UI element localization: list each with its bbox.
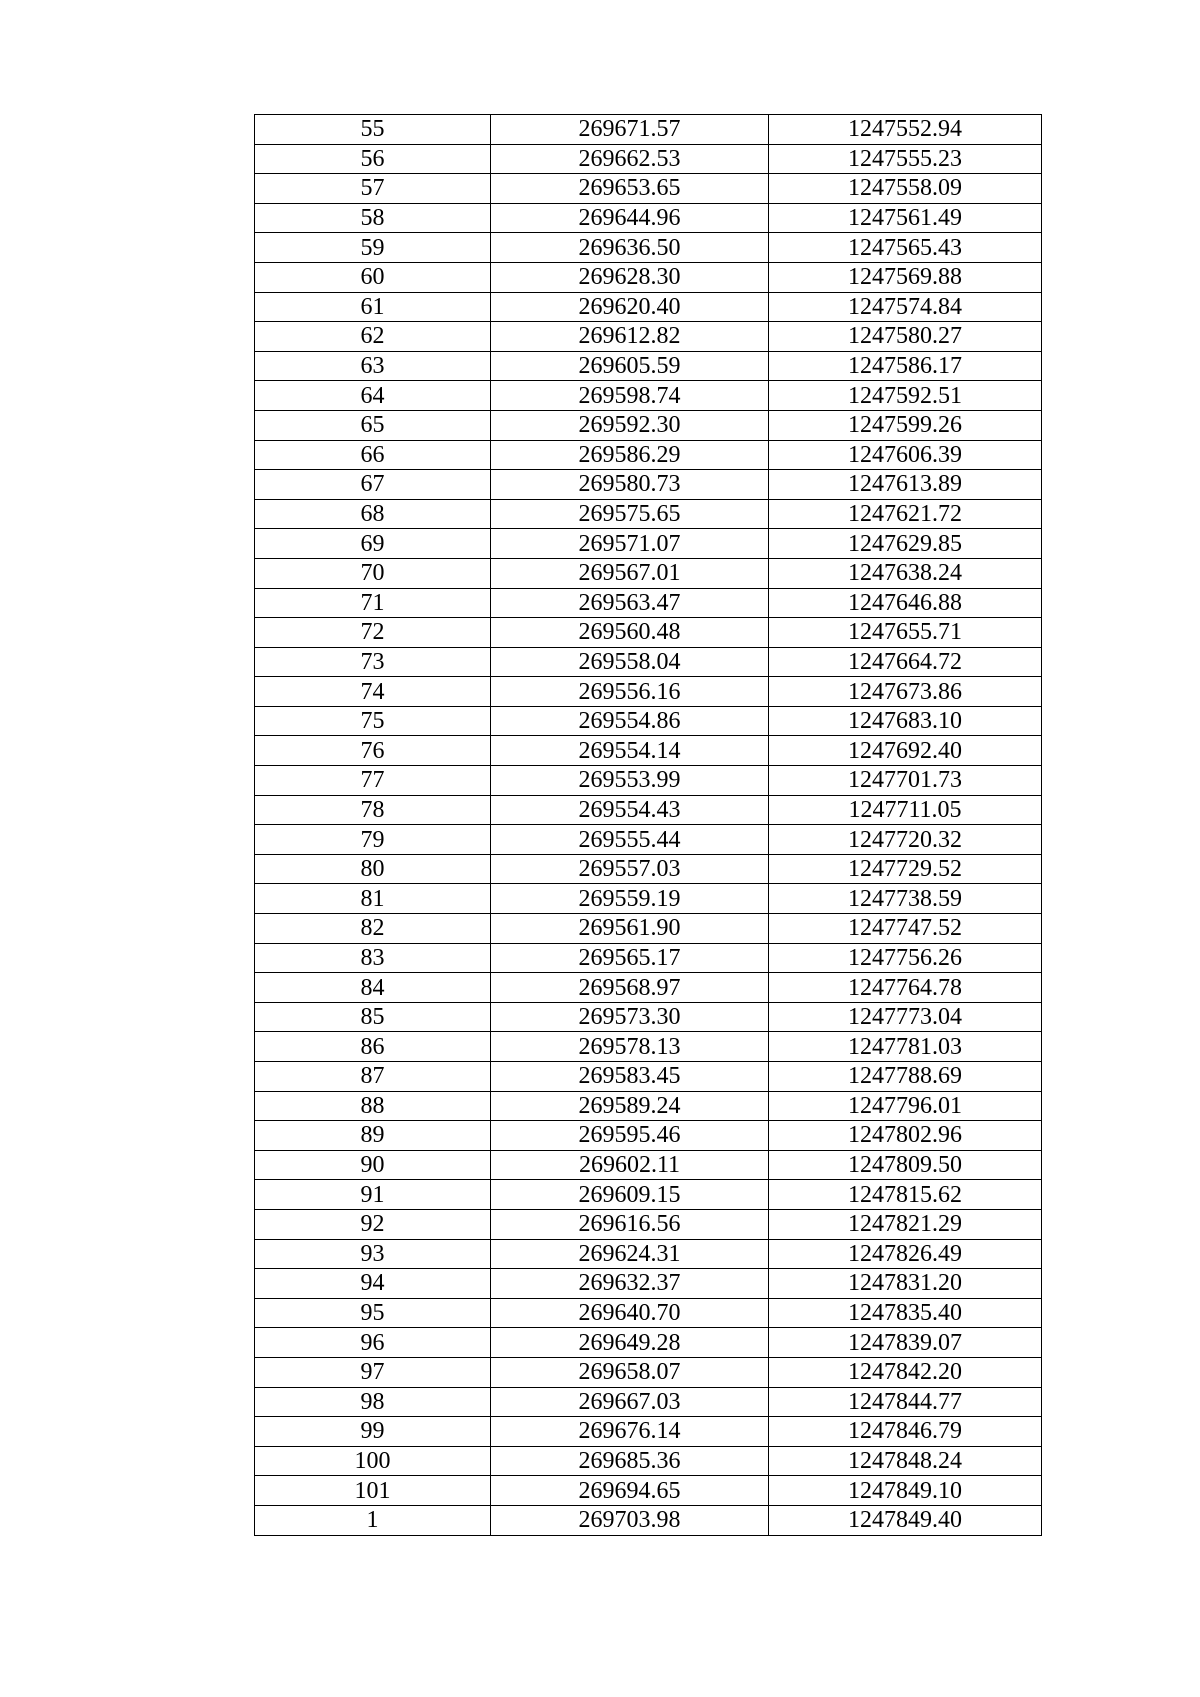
coordinate-value-cell: 269583.45 — [491, 1062, 769, 1092]
point-id-cell: 95 — [255, 1298, 491, 1328]
point-id-cell: 56 — [255, 144, 491, 174]
coordinate-value-cell: 269658.07 — [491, 1357, 769, 1387]
table-row — [255, 1328, 1042, 1358]
coordinate-value-cell: 269578.13 — [491, 1032, 769, 1062]
coordinate-value-cell: 269636.50 — [491, 233, 769, 263]
coordinate-value-cell: 1247613.89 — [769, 470, 1042, 500]
point-id-cell: 74 — [255, 677, 491, 707]
coordinate-value-cell: 1247606.39 — [769, 440, 1042, 470]
table-row — [255, 736, 1042, 766]
coordinate-value-cell: 1247747.52 — [769, 914, 1042, 944]
table-row — [255, 440, 1042, 470]
point-id-cell: 72 — [255, 618, 491, 648]
coordinate-value-cell: 269573.30 — [491, 1002, 769, 1032]
coordinate-value-cell: 1247846.79 — [769, 1417, 1042, 1447]
table-row — [255, 1357, 1042, 1387]
coordinate-value-cell: 269554.43 — [491, 795, 769, 825]
coordinate-value-cell: 1247569.88 — [769, 262, 1042, 292]
coordinate-value-cell: 269662.53 — [491, 144, 769, 174]
table-row — [255, 1417, 1042, 1447]
point-id-cell: 64 — [255, 381, 491, 411]
coordinate-value-cell: 269620.40 — [491, 292, 769, 322]
table-row — [255, 203, 1042, 233]
coordinate-value-cell: 269667.03 — [491, 1387, 769, 1417]
table-row — [255, 529, 1042, 559]
table-row — [255, 233, 1042, 263]
coordinate-value-cell: 1247839.07 — [769, 1328, 1042, 1358]
coordinate-value-cell: 269563.47 — [491, 588, 769, 618]
point-id-cell: 98 — [255, 1387, 491, 1417]
coordinate-value-cell: 1247555.23 — [769, 144, 1042, 174]
table-row — [255, 1446, 1042, 1476]
coordinate-value-cell: 1247844.77 — [769, 1387, 1042, 1417]
coordinate-value-cell: 269555.44 — [491, 825, 769, 855]
table-row — [255, 766, 1042, 796]
coordinate-value-cell: 269605.59 — [491, 351, 769, 381]
table-row — [255, 677, 1042, 707]
coordinate-value-cell: 269558.04 — [491, 647, 769, 677]
table-row — [255, 1476, 1042, 1506]
point-id-cell: 70 — [255, 558, 491, 588]
point-id-cell: 69 — [255, 529, 491, 559]
coordinate-value-cell: 1247849.10 — [769, 1476, 1042, 1506]
coordinate-value-cell: 269602.11 — [491, 1150, 769, 1180]
coordinate-value-cell: 269671.57 — [491, 115, 769, 145]
table-row — [255, 1121, 1042, 1151]
coordinate-value-cell: 269580.73 — [491, 470, 769, 500]
table-row — [255, 1298, 1042, 1328]
point-id-cell: 62 — [255, 322, 491, 352]
coordinate-value-cell: 1247692.40 — [769, 736, 1042, 766]
coordinate-value-cell: 1247835.40 — [769, 1298, 1042, 1328]
coordinate-value-cell: 269624.31 — [491, 1239, 769, 1269]
coordinate-value-cell: 269616.56 — [491, 1209, 769, 1239]
point-id-cell: 78 — [255, 795, 491, 825]
table-row — [255, 1239, 1042, 1269]
table-row — [255, 115, 1042, 145]
coordinate-value-cell: 269653.65 — [491, 174, 769, 204]
coordinate-table — [254, 114, 1042, 1536]
point-id-cell: 96 — [255, 1328, 491, 1358]
coordinate-value-cell: 269559.19 — [491, 884, 769, 914]
point-id-cell: 87 — [255, 1062, 491, 1092]
table-row — [255, 1180, 1042, 1210]
table-row — [255, 618, 1042, 648]
point-id-cell: 93 — [255, 1239, 491, 1269]
coordinate-value-cell: 1247796.01 — [769, 1091, 1042, 1121]
coordinate-value-cell: 1247773.04 — [769, 1002, 1042, 1032]
point-id-cell: 84 — [255, 973, 491, 1003]
coordinate-value-cell: 1247552.94 — [769, 115, 1042, 145]
point-id-cell: 1 — [255, 1505, 491, 1535]
coordinate-value-cell: 1247561.49 — [769, 203, 1042, 233]
point-id-cell: 83 — [255, 943, 491, 973]
table-row — [255, 174, 1042, 204]
table-row — [255, 410, 1042, 440]
coordinate-value-cell: 1247655.71 — [769, 618, 1042, 648]
table-row — [255, 1091, 1042, 1121]
coordinate-value-cell: 1247580.27 — [769, 322, 1042, 352]
point-id-cell: 76 — [255, 736, 491, 766]
point-id-cell: 101 — [255, 1476, 491, 1506]
coordinate-value-cell: 1247683.10 — [769, 706, 1042, 736]
coordinate-value-cell: 1247729.52 — [769, 854, 1042, 884]
coordinate-value-cell: 1247599.26 — [769, 410, 1042, 440]
point-id-cell: 94 — [255, 1269, 491, 1299]
coordinate-value-cell: 269676.14 — [491, 1417, 769, 1447]
coordinate-value-cell: 1247629.85 — [769, 529, 1042, 559]
coordinate-value-cell: 269644.96 — [491, 203, 769, 233]
table-row — [255, 1209, 1042, 1239]
table-row — [255, 351, 1042, 381]
coordinate-value-cell: 1247558.09 — [769, 174, 1042, 204]
point-id-cell: 90 — [255, 1150, 491, 1180]
coordinate-table-body — [255, 115, 1042, 1536]
coordinate-value-cell: 269598.74 — [491, 381, 769, 411]
point-id-cell: 89 — [255, 1121, 491, 1151]
point-id-cell: 77 — [255, 766, 491, 796]
point-id-cell: 91 — [255, 1180, 491, 1210]
table-row — [255, 884, 1042, 914]
coordinate-value-cell: 269560.48 — [491, 618, 769, 648]
coordinate-value-cell: 1247646.88 — [769, 588, 1042, 618]
point-id-cell: 75 — [255, 706, 491, 736]
table-row — [255, 1269, 1042, 1299]
coordinate-value-cell: 269571.07 — [491, 529, 769, 559]
coordinate-value-cell: 269568.97 — [491, 973, 769, 1003]
table-row — [255, 144, 1042, 174]
point-id-cell: 82 — [255, 914, 491, 944]
coordinate-value-cell: 1247821.29 — [769, 1209, 1042, 1239]
table-row — [255, 854, 1042, 884]
point-id-cell: 85 — [255, 1002, 491, 1032]
point-id-cell: 80 — [255, 854, 491, 884]
coordinate-value-cell: 1247565.43 — [769, 233, 1042, 263]
coordinate-value-cell: 1247764.78 — [769, 973, 1042, 1003]
coordinate-value-cell: 269567.01 — [491, 558, 769, 588]
point-id-cell: 67 — [255, 470, 491, 500]
table-row — [255, 973, 1042, 1003]
coordinate-value-cell: 269595.46 — [491, 1121, 769, 1151]
point-id-cell: 65 — [255, 410, 491, 440]
point-id-cell: 81 — [255, 884, 491, 914]
coordinate-value-cell: 269553.99 — [491, 766, 769, 796]
table-row — [255, 1002, 1042, 1032]
point-id-cell: 86 — [255, 1032, 491, 1062]
coordinate-value-cell: 269628.30 — [491, 262, 769, 292]
coordinate-value-cell: 1247815.62 — [769, 1180, 1042, 1210]
coordinate-value-cell: 269649.28 — [491, 1328, 769, 1358]
coordinate-value-cell: 269565.17 — [491, 943, 769, 973]
coordinate-value-cell: 269703.98 — [491, 1505, 769, 1535]
table-row — [255, 914, 1042, 944]
coordinate-value-cell: 1247621.72 — [769, 499, 1042, 529]
table-row — [255, 1062, 1042, 1092]
point-id-cell: 59 — [255, 233, 491, 263]
coordinate-value-cell: 269694.65 — [491, 1476, 769, 1506]
coordinate-value-cell: 269575.65 — [491, 499, 769, 529]
point-id-cell: 60 — [255, 262, 491, 292]
table-row — [255, 262, 1042, 292]
point-id-cell: 99 — [255, 1417, 491, 1447]
point-id-cell: 63 — [255, 351, 491, 381]
coordinate-value-cell: 269589.24 — [491, 1091, 769, 1121]
table-row — [255, 499, 1042, 529]
point-id-cell: 61 — [255, 292, 491, 322]
table-row — [255, 1505, 1042, 1535]
coordinate-value-cell: 1247720.32 — [769, 825, 1042, 855]
coordinate-value-cell: 1247849.40 — [769, 1505, 1042, 1535]
point-id-cell: 88 — [255, 1091, 491, 1121]
table-row — [255, 943, 1042, 973]
point-id-cell: 57 — [255, 174, 491, 204]
point-id-cell: 79 — [255, 825, 491, 855]
coordinate-value-cell: 269685.36 — [491, 1446, 769, 1476]
point-id-cell: 71 — [255, 588, 491, 618]
coordinate-value-cell: 269561.90 — [491, 914, 769, 944]
coordinate-value-cell: 269554.86 — [491, 706, 769, 736]
coordinate-value-cell: 269586.29 — [491, 440, 769, 470]
table-row — [255, 1387, 1042, 1417]
point-id-cell: 73 — [255, 647, 491, 677]
point-id-cell: 68 — [255, 499, 491, 529]
coordinate-value-cell: 1247638.24 — [769, 558, 1042, 588]
point-id-cell: 97 — [255, 1357, 491, 1387]
coordinate-value-cell: 1247809.50 — [769, 1150, 1042, 1180]
coordinate-value-cell: 1247664.72 — [769, 647, 1042, 677]
coordinate-value-cell: 1247592.51 — [769, 381, 1042, 411]
table-row — [255, 795, 1042, 825]
coordinate-value-cell: 269557.03 — [491, 854, 769, 884]
point-id-cell: 92 — [255, 1209, 491, 1239]
coordinate-value-cell: 1247673.86 — [769, 677, 1042, 707]
table-row — [255, 381, 1042, 411]
coordinate-value-cell: 269612.82 — [491, 322, 769, 352]
table-row — [255, 322, 1042, 352]
table-row — [255, 1150, 1042, 1180]
table-row — [255, 588, 1042, 618]
point-id-cell: 55 — [255, 115, 491, 145]
coordinate-value-cell: 1247788.69 — [769, 1062, 1042, 1092]
coordinate-value-cell: 1247802.96 — [769, 1121, 1042, 1151]
coordinate-value-cell: 269592.30 — [491, 410, 769, 440]
coordinate-value-cell: 1247831.20 — [769, 1269, 1042, 1299]
coordinate-value-cell: 269556.16 — [491, 677, 769, 707]
coordinate-value-cell: 1247711.05 — [769, 795, 1042, 825]
table-row — [255, 1032, 1042, 1062]
table-row — [255, 470, 1042, 500]
coordinate-value-cell: 1247574.84 — [769, 292, 1042, 322]
table-row — [255, 558, 1042, 588]
coordinate-value-cell: 269609.15 — [491, 1180, 769, 1210]
coordinate-value-cell: 1247701.73 — [769, 766, 1042, 796]
coordinate-value-cell: 1247842.20 — [769, 1357, 1042, 1387]
coordinate-value-cell: 269640.70 — [491, 1298, 769, 1328]
coordinate-value-cell: 1247738.59 — [769, 884, 1042, 914]
coordinate-value-cell: 1247781.03 — [769, 1032, 1042, 1062]
coordinate-value-cell: 1247756.26 — [769, 943, 1042, 973]
table-row — [255, 706, 1042, 736]
table-row — [255, 825, 1042, 855]
point-id-cell: 66 — [255, 440, 491, 470]
point-id-cell: 100 — [255, 1446, 491, 1476]
point-id-cell: 58 — [255, 203, 491, 233]
coordinate-value-cell: 1247586.17 — [769, 351, 1042, 381]
coordinate-value-cell: 269632.37 — [491, 1269, 769, 1299]
table-row — [255, 647, 1042, 677]
coordinate-value-cell: 269554.14 — [491, 736, 769, 766]
coordinate-value-cell: 1247848.24 — [769, 1446, 1042, 1476]
coordinate-value-cell: 1247826.49 — [769, 1239, 1042, 1269]
table-row — [255, 292, 1042, 322]
